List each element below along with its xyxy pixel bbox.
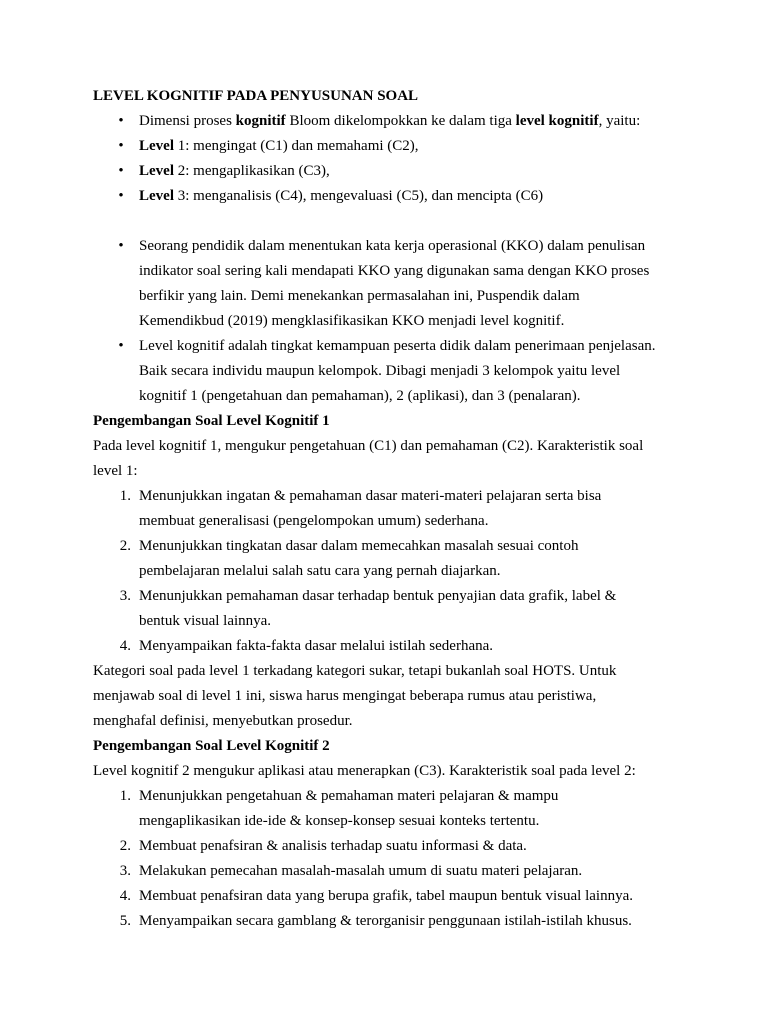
numbered-item xyxy=(93,884,693,909)
paragraph-line: Level kognitif 2 mengukur aplikasi atau menerapkan (C3). Karakteristik soal pada level 2: xyxy=(93,763,636,779)
text-run-bold: Level xyxy=(139,138,174,154)
numbered-item xyxy=(93,834,693,859)
list-item xyxy=(93,109,693,134)
item-number: 3. xyxy=(119,588,131,604)
kko-explanation-list xyxy=(93,234,693,409)
item-number: 3. xyxy=(119,863,131,879)
bullet-icon: • xyxy=(118,138,124,154)
text-run: Bloom dikelompokkan ke dalam tiga xyxy=(285,113,516,129)
numbered-item xyxy=(93,584,693,634)
text-line: Menunjukkan ingatan & pemahaman dasar materi-materi pelajaran serta bisa xyxy=(139,488,602,504)
text-line: Seorang pendidik dalam menentukan kata kerja operasional (KKO) dalam penulisan xyxy=(139,238,646,254)
text-line: Kemendikbud (2019) mengklasifikasikan KKO menjadi level kognitif. xyxy=(139,313,565,329)
text-line: Menyampaikan fakta-fakta dasar melalui istilah sederhana. xyxy=(139,638,494,654)
numbered-item xyxy=(93,634,693,659)
text-line: Membuat penafsiran data yang berupa grafik, tabel maupun bentuk visual lainnya. xyxy=(139,888,634,904)
text-line: Menyampaikan secara gamblang & terorganisir penggunaan istilah-istilah khusus. xyxy=(139,913,632,929)
document-title: LEVEL KOGNITIF PADA PENYUSUNAN SOAL xyxy=(93,88,419,104)
text-run: 3: menganalisis (C4), mengevaluasi (C5), dan mencipta (C6) xyxy=(174,188,544,204)
section-heading: Pengembangan Soal Level Kognitif 2 xyxy=(93,738,330,754)
numbered-item xyxy=(93,484,693,534)
text-run: Dimensi proses xyxy=(139,113,236,129)
numbered-item xyxy=(93,784,693,834)
text-run-bold: level kognitif xyxy=(515,113,599,129)
text-line: berfikir yang lain. Demi menekankan permasalahan ini, Puspendik dalam xyxy=(139,288,580,304)
list-item xyxy=(93,134,693,159)
numbered-item xyxy=(93,909,693,934)
bullet-icon: • xyxy=(118,188,124,204)
section-level-1 xyxy=(93,409,693,734)
text-line: Baik secara individu maupun kelompok. Dibagi menjadi 3 kelompok yaitu level xyxy=(139,363,621,379)
item-number: 4. xyxy=(119,888,131,904)
text-run: 1: mengingat (C1) dan memahami (C2), xyxy=(174,138,419,154)
item-number: 2. xyxy=(119,538,131,554)
spacer xyxy=(93,209,693,234)
paragraph-line: menghafal definisi, menyebutkan prosedur. xyxy=(93,713,353,729)
text-line: indikator soal sering kali mendapati KKO yang digunakan sama dengan KKO proses xyxy=(139,263,650,279)
text-run-bold: Level xyxy=(139,188,174,204)
bullet-icon: • xyxy=(118,163,124,179)
text-line: Level kognitif adalah tingkat kemampuan peserta didik dalam penerimaan penjelasan. xyxy=(139,338,656,354)
text-line: Menunjukkan pengetahuan & pemahaman materi pelajaran & mampu xyxy=(139,788,559,804)
text-line: Menunjukkan tingkatan dasar dalam memecahkan masalah sesuai contoh xyxy=(139,538,579,554)
item-number: 5. xyxy=(119,913,131,929)
list-item xyxy=(93,184,693,209)
section-level-2 xyxy=(93,734,693,934)
numbered-item xyxy=(93,534,693,584)
text-line: membuat generalisasi (pengelompokan umum) sederhana. xyxy=(139,513,489,529)
list-item xyxy=(93,234,693,334)
document-page xyxy=(93,84,693,934)
item-number: 1. xyxy=(119,788,131,804)
text-line: kognitif 1 (pengetahuan dan pemahaman), 2 (aplikasi), dan 3 (penalaran). xyxy=(139,388,581,404)
text-line: bentuk visual lainnya. xyxy=(139,613,272,629)
text-line: Melakukan pemecahan masalah-masalah umum di suatu materi pelajaran. xyxy=(139,863,583,879)
list-item xyxy=(93,334,693,409)
bloom-levels-list xyxy=(93,109,693,209)
text-line: Menunjukkan pemahaman dasar terhadap bentuk penyajian data grafik, label & xyxy=(139,588,617,604)
paragraph-line: level 1: xyxy=(93,463,138,479)
text-run-bold: kognitif xyxy=(235,113,286,129)
paragraph-line: menjawab soal di level 1 ini, siswa harus mengingat beberapa rumus atau peristiwa, xyxy=(93,688,597,704)
paragraph-line: Kategori soal pada level 1 terkadang kategori sukar, tetapi bukanlah soal HOTS. Untuk xyxy=(93,663,617,679)
text-run: , yaitu: xyxy=(598,113,641,129)
section-heading: Pengembangan Soal Level Kognitif 1 xyxy=(93,413,330,429)
bullet-icon: • xyxy=(118,113,124,129)
text-line: pembelajaran melalui salah satu cara yang pernah diajarkan. xyxy=(139,563,501,579)
item-number: 2. xyxy=(119,838,131,854)
list-item xyxy=(93,159,693,184)
text-line: Membuat penafsiran & analisis terhadap suatu informasi & data. xyxy=(139,838,527,854)
item-number: 4. xyxy=(119,638,131,654)
numbered-item xyxy=(93,859,693,884)
paragraph-line: Pada level kognitif 1, mengukur pengetahuan (C1) dan pemahaman (C2). Karakteristik soal xyxy=(93,438,644,454)
bullet-icon: • xyxy=(118,338,124,354)
bullet-icon: • xyxy=(118,238,124,254)
item-number: 1. xyxy=(119,488,131,504)
text-run-bold: Level xyxy=(139,163,174,179)
text-run: 2: mengaplikasikan (C3), xyxy=(174,163,330,179)
text-line: mengaplikasikan ide-ide & konsep-konsep sesuai konteks tertentu. xyxy=(139,813,540,829)
